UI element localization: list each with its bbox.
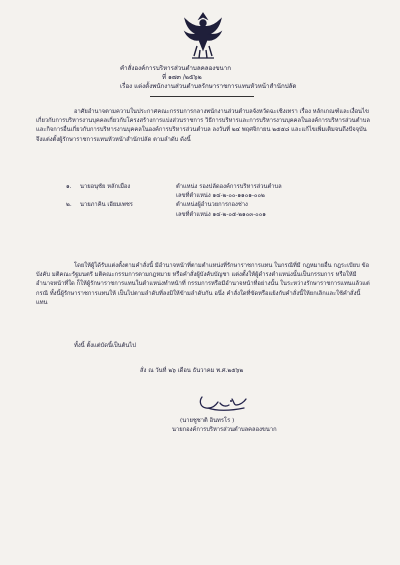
appointee-item xyxy=(66,183,366,201)
appointee-name: นายภาคิน เอียมเพชร xyxy=(80,202,133,209)
org-line: คำสั่งองค์การบริหารส่วนตำบลคลองขนาก xyxy=(120,65,232,72)
signer-name: (นายชูชาติ อินทรโร ) xyxy=(180,418,235,424)
appointee-position: ตำแหน่งผู้อำนวยการกองช่าง xyxy=(176,202,248,209)
appointee-list xyxy=(66,183,366,220)
appointee-position-no: เลขที่ตำแหน่ง ๑๔-๒-๐๕-๒๑๐๓-๐๐๑ xyxy=(176,211,266,218)
appointee-position-no: เลขที่ตำแหน่ง ๑๔-๒-๐๐-๑๑๐๑-๐๐๒ xyxy=(176,193,265,200)
order-subject: เรื่อง แต่งตั้งพนักงานส่วนตำบลรักษาราชการแทนหัวหน้าสำนักปลัด xyxy=(120,83,297,90)
order-header xyxy=(120,64,350,91)
garuda-emblem-icon xyxy=(182,10,224,62)
paragraph-duties: โดยให้ผู้ได้รับแต่งตั้งตามคำสั่งนี้ มีอำนาจหน้าที่ตามตำแหน่งที่รักษาราชการแทน ในกรณีที่มี กฎหมายอื่น กฎระเบียบ ข้อบังคับ มติคณะรัฐมนตรี มติคณะกรรมการตามกฎหมาย หรือคำสั่งผู้บังคับบัญชา แต่งตั้งให้ผู้ดำรงตำแหน่งนั้นเป็นกรรมการ หรือให้มีอำนาจหน้าที่ใด ก็ให้ผู้รักษาราชการแทนในตำแหน่งทำหน้าที่ กรรมการหรือมีอำนาจหน้าที่อย่างนั้น ในระหว่างรักษาราชการแทนแล้วแต่กรณี ทั้งนี้ผู้รักษาราชการแทนให้ เป็นไปตามลำดับที่ลงมิให้ข้ามลำดับกัน อนึ่ง คำสั่งใดที่ขัดหรือแย้งกับคำสั่งนี้ให้ยกเลิกและใช้คำสั่งนี้แทน xyxy=(36,263,370,306)
order-date: สั่ง ณ วันที่ ๒๖ เดือน ธันวาคม พ.ศ.๒๕๖๒ xyxy=(140,368,244,374)
order-number: ที่ ๑๗๓ /๒๕๖๒ xyxy=(162,74,202,81)
appointee-item xyxy=(66,201,366,219)
signer-title: นายกองค์การบริหารส่วนตำบลคลองขนาก xyxy=(172,427,277,434)
appointee-name: นายอนุชัย หลักเมือง xyxy=(80,184,131,190)
handwritten-signature xyxy=(196,393,254,413)
signer-block xyxy=(172,417,372,436)
appointee-position: ตำแหน่ง รองปลัดองค์การบริหารส่วนตำบล xyxy=(176,184,282,190)
paragraph-authority: อาศัยอำนาจตามความในประกาศคณะกรรมการกลางพนักงานส่วนตำบลจังหวัดฉะเชิงเทรา เรื่อง หลักเกณฑ์และเงื่อนไขเกี่ยวกับการบริหารงานบุคคลเกี่ยวกับโครงสร้างการแบ่งส่วนราชการ วิธีการบริหารและการบริหารงานบุคคลในองค์การบริหารส่วนตำบล และกิจการอื่นเกี่ยวกับการบริหารงานบุคคลในองค์การบริหารส่วนตำบล ลงวันที่ ๒๔ พฤศจิกายน ๒๕๕๘ และแก้ไขเพิ่มเติมจนถึงปัจจุบัน จึงแต่งตั้งผู้รักษาราชการแทนหัวหน้าสำนักปลัด ตามลำดับ ดังนี้ xyxy=(36,109,370,143)
appointee-number: ๒. xyxy=(66,202,72,209)
header-divider xyxy=(150,96,254,97)
appointee-number: ๑. xyxy=(66,184,72,190)
paragraph-effective: ทั้งนี้ ตั้งแต่บัดนี้เป็นต้นไป xyxy=(74,343,136,349)
